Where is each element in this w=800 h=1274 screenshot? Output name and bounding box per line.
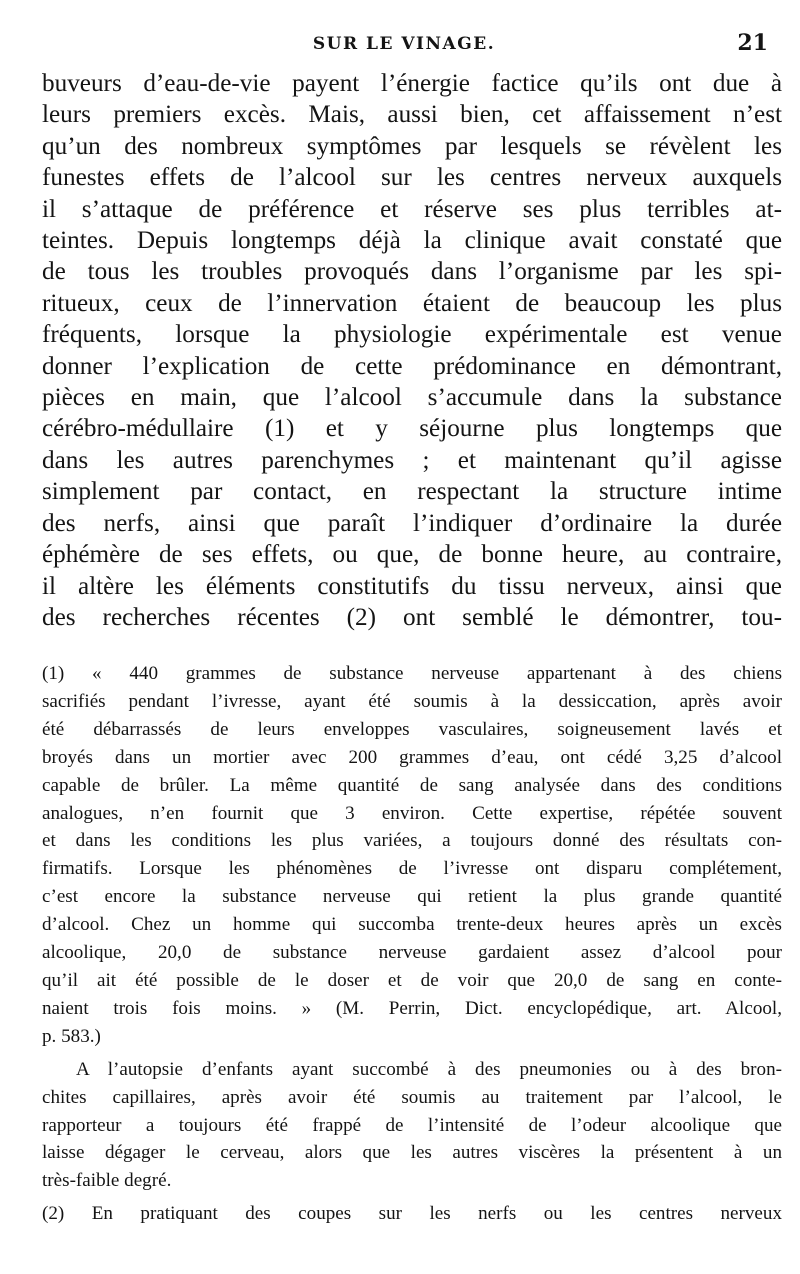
footnote-line: c’est encore la substance nerveuse qui retient la plus grande quantité bbox=[42, 886, 782, 908]
footnote-line: sacrifiés pendant l’ivresse, ayant été soumis à la dessiccation, après avoir bbox=[42, 690, 782, 712]
footnote-line: broyés dans un mortier avec 200 grammes d’eau, ont cédé 3,25 d’alcool bbox=[42, 746, 782, 768]
main-text-line: de tous les troubles provoqués dans l’organisme par les spi- bbox=[42, 258, 782, 286]
footnote-line: capable de brûler. La même quantité de sang analysée dans des conditions bbox=[42, 774, 782, 796]
running-header bbox=[40, 30, 768, 68]
footnote-line: alcoolique, 20,0 de substance nerveuse gardaient assez d’alcool pour bbox=[42, 942, 782, 964]
main-text-line: teintes. Depuis longtemps déjà la clinique avait constaté que bbox=[42, 227, 782, 255]
footnote-line: qu’il ait été possible de le doser et de voir que 20,0 de sang en conte- bbox=[42, 969, 782, 991]
main-text-line: des recherches récentes (2) ont semblé le démontrer, tou- bbox=[42, 603, 782, 631]
main-text-line: ritueux, ceux de l’innervation étaient de beaucoup les plus bbox=[42, 289, 782, 317]
main-text-line: cérébro-médullaire (1) et y séjourne plus longtemps que bbox=[42, 415, 782, 443]
footnote-line: d’alcool. Chez un homme qui succomba trente-deux heures après un excès bbox=[42, 914, 782, 936]
footnote-line: rapporteur a toujours été frappé de l’intensité de l’odeur alcoolique que bbox=[42, 1114, 782, 1136]
main-text bbox=[42, 68, 782, 633]
footnote-line: (1) « 440 grammes de substance nerveuse appartenant à des chiens bbox=[42, 663, 782, 684]
main-text-line: donner l’explication de cette prédominance en démontrant, bbox=[42, 352, 782, 380]
main-text-line: fréquents, lorsque la physiologie expérimentale est venue bbox=[42, 321, 782, 349]
footnotes bbox=[42, 660, 782, 1228]
main-text-line: il altère les éléments constitutifs du tissu nerveux, ainsi que bbox=[42, 572, 782, 600]
footnote-1 bbox=[42, 660, 782, 1051]
running-title: SUR LE VINAGE. bbox=[312, 34, 496, 54]
footnote-line: naient trois fois moins. » (M. Perrin, Dict. encyclopédique, art. Alcool, bbox=[42, 997, 782, 1019]
main-text-line: éphémère de ses effets, ou que, de bonne heure, au contraire, bbox=[42, 541, 782, 569]
main-text-line: simplement par contact, en respectant la structure intime bbox=[42, 478, 782, 506]
footnote-line: été débarrassés de leurs enveloppes vasculaires, soigneusement lavés et bbox=[42, 718, 782, 740]
main-text-line: leurs premiers excès. Mais, aussi bien, cet affaissement n’est bbox=[42, 101, 782, 129]
footnote-line: firmatifs. Lorsque les phénomènes de l’ivresse ont disparu complétement, bbox=[42, 858, 782, 880]
footnote-1-continuation bbox=[42, 1056, 782, 1196]
footnote-line: A l’autopsie d’enfants ayant succombé à des pneumonies ou à des bron- bbox=[76, 1058, 782, 1080]
main-text-line: pièces en main, que l’alcool s’accumule dans la substance bbox=[42, 384, 782, 412]
main-text-line: buveurs d’eau-de-vie payent l’énergie factice qu’ils ont due à bbox=[42, 70, 782, 97]
main-text-line: il s’attaque de préférence et réserve ses plus terribles at- bbox=[42, 195, 782, 223]
main-text-line: funestes effets de l’alcool sur les centres nerveux auxquels bbox=[42, 164, 782, 192]
footnote-line: laisse dégager le cerveau, alors que les autres viscères la présentent à un bbox=[42, 1142, 782, 1164]
footnote-line: p. 583.) bbox=[42, 1025, 101, 1047]
footnote-2 bbox=[42, 1200, 782, 1228]
footnote-line: (2) En pratiquant des coupes sur les nerfs ou les centres nerveux bbox=[42, 1203, 782, 1225]
footnote-line: très-faible degré. bbox=[42, 1170, 172, 1192]
main-text-line: des nerfs, ainsi que paraît l’indiquer d’ordinaire la durée bbox=[42, 509, 782, 537]
footnote-line: et dans les conditions les plus variées, a toujours donné des résultats con- bbox=[42, 830, 782, 852]
main-text-line: dans les autres parenchymes ; et maintenant qu’il agisse bbox=[42, 446, 782, 474]
footnote-line: analogues, n’en fournit que 3 environ. Cette expertise, répétée souvent bbox=[42, 802, 782, 824]
main-text-line: qu’un des nombreux symptômes par lesquels se révèlent les bbox=[42, 132, 782, 160]
footnote-line: chites capillaires, après avoir été soumis au traitement par l’alcool, le bbox=[42, 1086, 782, 1108]
page-number: 21 bbox=[737, 30, 768, 56]
